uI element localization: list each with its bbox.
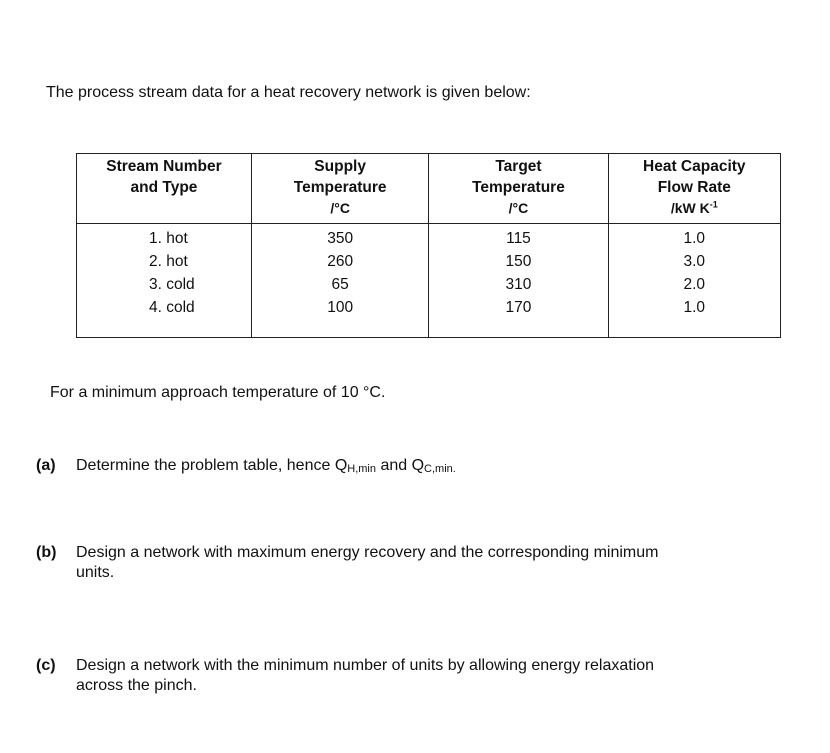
approach-temperature-text: For a minimum approach temperature of 10 °C. bbox=[50, 384, 386, 401]
target-value: 150 bbox=[505, 253, 532, 270]
header-unit bbox=[613, 198, 776, 219]
question-line: units. bbox=[76, 564, 115, 581]
question-line: Design a network with maximum energy recovery and the corresponding minimum bbox=[76, 544, 659, 561]
question-c bbox=[36, 656, 796, 700]
question-a bbox=[36, 456, 796, 478]
header-line: Flow Rate bbox=[657, 179, 731, 196]
target-value: 310 bbox=[505, 276, 532, 293]
supply-value: 350 bbox=[327, 230, 354, 247]
question-text bbox=[76, 456, 786, 479]
question-label: (c) bbox=[36, 657, 56, 674]
supply-value: 260 bbox=[327, 253, 354, 270]
question-text bbox=[76, 543, 786, 583]
question-line: across the pinch. bbox=[76, 677, 197, 694]
header-line: Stream Number bbox=[106, 158, 222, 175]
stream-data-table bbox=[76, 153, 781, 338]
question-text-part: and Q bbox=[376, 457, 425, 474]
question-text-part: Determine the problem table, hence Q bbox=[76, 457, 348, 474]
question-text bbox=[76, 656, 786, 696]
cp-value: 1.0 bbox=[683, 299, 706, 316]
stream-value: 3. cold bbox=[149, 276, 195, 293]
target-value: 170 bbox=[505, 299, 532, 316]
supply-value: 65 bbox=[331, 276, 349, 293]
header-unit-text: /kW K bbox=[670, 200, 710, 216]
question-line: Design a network with the minimum number of units by allowing energy relaxation bbox=[76, 657, 655, 674]
supply-cell bbox=[251, 224, 428, 338]
header-line: Heat Capacity bbox=[643, 158, 746, 175]
header-unit: /°C bbox=[508, 200, 529, 216]
header-unit: /°C bbox=[330, 200, 350, 216]
target-value: 115 bbox=[506, 230, 531, 247]
stream-value: 2. hot bbox=[149, 253, 188, 270]
header-line: Temperature bbox=[472, 179, 565, 196]
table-body-row bbox=[77, 224, 781, 338]
stream-value: 4. cold bbox=[149, 299, 195, 316]
target-cell bbox=[429, 224, 608, 338]
question-label: (b) bbox=[36, 544, 57, 561]
header-heat-capacity bbox=[608, 154, 780, 224]
question-b bbox=[36, 543, 796, 587]
stream-value: 1. hot bbox=[149, 230, 188, 247]
question-label: (a) bbox=[36, 457, 56, 474]
header-stream-number bbox=[77, 154, 252, 224]
header-line: Temperature bbox=[293, 179, 387, 196]
q-c-min-subscript: C,min. bbox=[424, 463, 456, 475]
stream-cell bbox=[77, 224, 252, 338]
supply-value: 100 bbox=[327, 299, 354, 316]
header-line: Target bbox=[495, 158, 542, 175]
cp-value: 1.0 bbox=[683, 230, 706, 247]
header-target-temperature bbox=[429, 154, 608, 224]
cp-value: 3.0 bbox=[683, 253, 706, 270]
header-supply-temperature bbox=[251, 154, 428, 224]
header-line: and Type bbox=[130, 179, 198, 196]
header-unit-superscript: -1 bbox=[709, 199, 718, 210]
cp-value: 2.0 bbox=[683, 276, 706, 293]
header-line: Supply bbox=[314, 158, 366, 175]
table-header-row bbox=[77, 154, 781, 224]
intro-text: The process stream data for a heat recovery network is given below: bbox=[46, 84, 531, 101]
cp-cell bbox=[608, 224, 780, 338]
q-h-min-subscript: H,min bbox=[347, 463, 376, 475]
